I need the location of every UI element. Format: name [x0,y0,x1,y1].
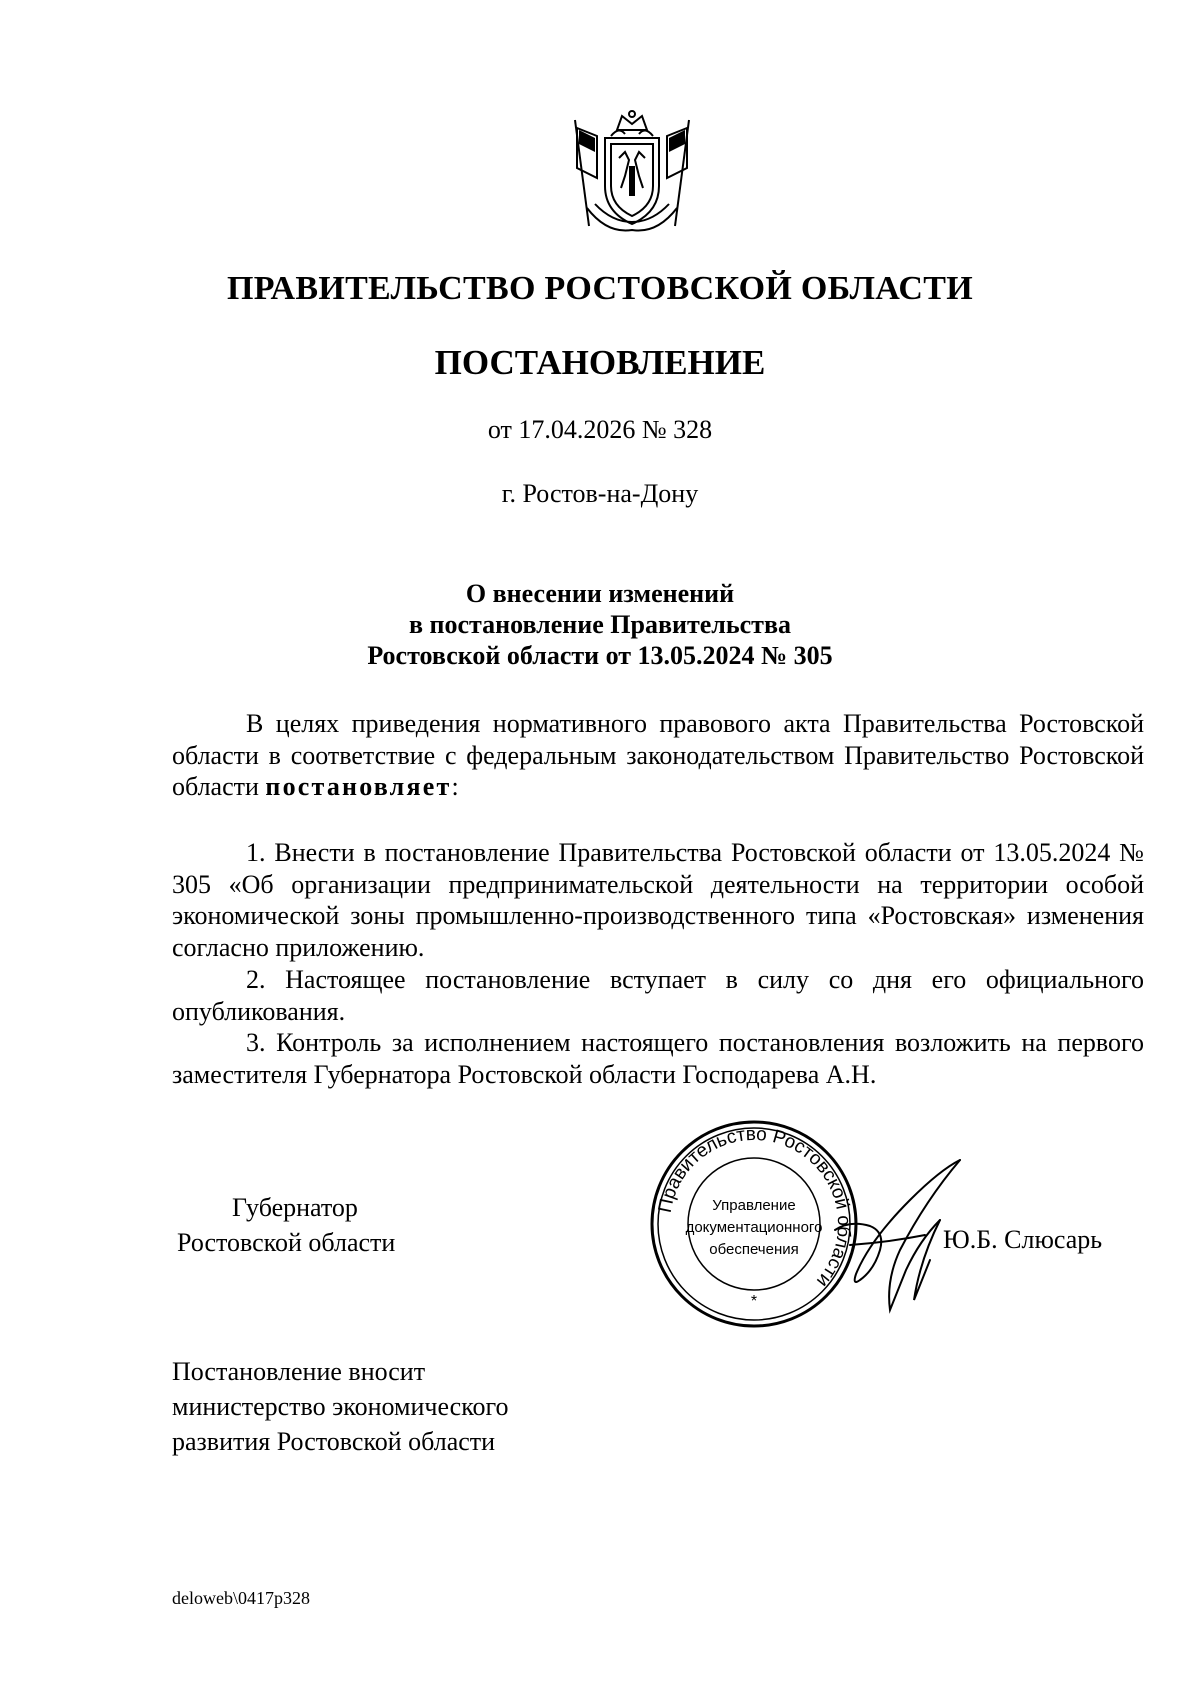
seal-center-line: документационного [685,1219,823,1236]
document-subject [0,578,1200,671]
preamble-end: : [451,772,459,801]
document-code: deloweb\0417p328 [172,1588,310,1608]
seal-center-line: обеспечения [709,1241,799,1258]
resolution-item-text: 1. Внести в постановление Правительства Ростовской области от 13.05.2024 № 305 «Об организации предпринимательской деятельности на территории особой экономической зоны промышленно-производственного типа «Ростовская» изменения согласно приложению. [172,838,1144,962]
subject-line: Ростовской области от 13.05.2024 № 305 [367,641,833,670]
resolution-item [172,964,1144,1027]
resolution-item [172,1027,1144,1090]
preamble-paragraph [172,708,1144,803]
resolution-item-text: 3. Контроль за исполнением настоящего постановления возложить на первого заместителя Губернатора Ростовской области Господарева А.Н. [172,1028,1144,1089]
document-date-number: от 17.04.2026 № 328 [487,415,713,444]
official-seal-stamp [648,1118,860,1330]
preamble-keyword: постановляет [265,772,452,801]
submitter-note-line: министерство экономического [172,1392,509,1421]
resolution-item [172,837,1144,963]
signatory-position: Губернатор [232,1193,358,1222]
subject-line: в постановление Правительства [408,610,791,639]
signatory-name: Ю.Б. Слюсарь [943,1225,1103,1254]
coat-of-arms-emblem [567,108,697,240]
seal-ring-text: Правительство Ростовской области [654,1123,855,1292]
document-city: г. Ростов-на-Дону [501,479,699,508]
preamble-text: В целях приведения нормативного правового акта Правительства Ростовской области в соответствие с федеральным законодательством Правительство Ростовской области [172,709,1144,801]
seal-star: * [750,1293,758,1310]
submitter-note-line: развития Ростовской области [172,1427,496,1456]
subject-line: О внесении изменений [465,579,735,608]
resolution-item-text: 2. Настоящее постановление вступает в силу со дня его официального опубликования. [172,965,1144,1026]
submitter-note [172,1354,509,1459]
submitter-note-line: Постановление вносит [172,1357,426,1386]
document-type: ПОСТАНОВЛЕНИЕ [434,343,766,382]
seal-center-line: Управление [712,1197,796,1214]
organization-title: ПРАВИТЕЛЬСТВО РОСТОВСКОЙ ОБЛАСТИ [227,270,973,307]
signatory-region: Ростовской области [177,1228,396,1257]
